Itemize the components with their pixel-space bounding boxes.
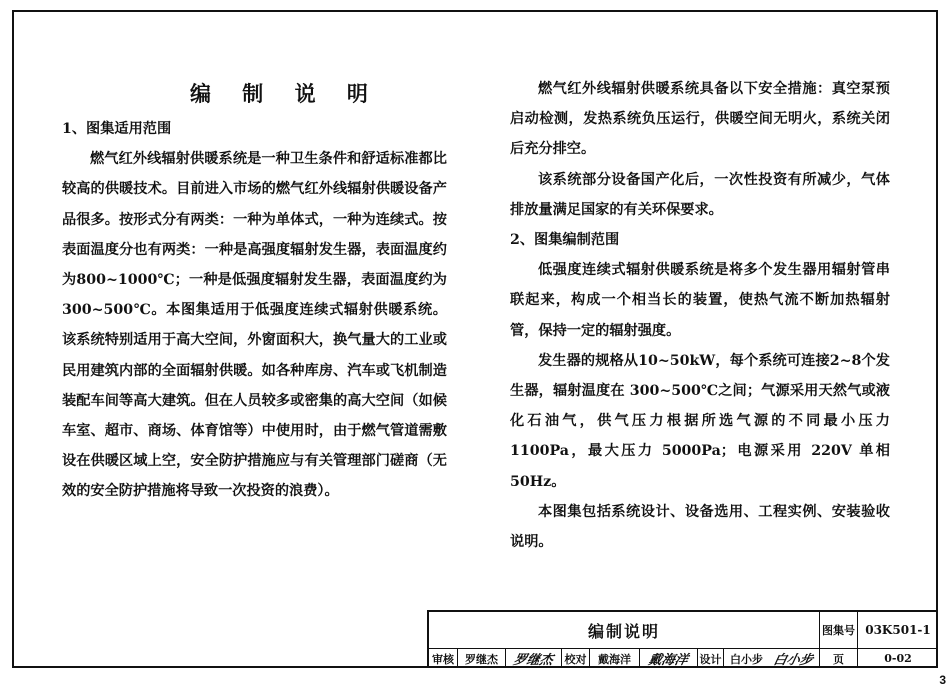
right-paragraph-2: 该系统部分设备国产化后，一次性投资有所减少，气体排放量满足国家的有关环保要求。: [510, 171, 890, 218]
left-paragraph-1: 燃气红外线辐射供暖系统是一种卫生条件和舒适标准都比较高的供暖技术。目前进入市场的燃气红外线辐射供暖设备产品很多。按形式分有两类：一种为单体式，一种为连续式。按表面温度分也有两类：一种是高强度辐射发生器，表面温度约为800~1000℃；一种是低强度辐射发生器，表面温度约为300~500℃。本图集适用于低强度连续式辐射供暖系统。该系统特别适用于高大空间，外窗面积大，换气量大的工业或民用建筑内部的全面辐射供暖。如各种库房、汽车或飞机制造装配车间等高大建筑。但在人员较多或密集的高大空间（如候车室、超市、商场、体育馆等）中使用时，由于燃气管道需敷设在供暖区域上空，安全防护措施应与有关管理部门磋商（无效的安全防护措施将导致一次投资的浪费）。: [62, 151, 447, 500]
reviewer-name: 罗继杰: [457, 649, 505, 668]
checker-name: 戴海洋: [589, 649, 639, 668]
section-heading-2: 2、图集编制范围: [510, 232, 620, 249]
right-paragraph-4: 发生器的规格从10~50kW，每个系统可连接2~8个发生器，辐射温度在 300~500℃之间；气源采用天然气或液化石油气，供气压力根据所选气源的不同最小压力 1100Pa，最大压力 5000Pa；电源采用 220V 单相 50Hz。: [510, 352, 890, 490]
right-paragraph-3: 低强度连续式辐射供暖系统是将多个发生器用辐射管串联起来，构成一个相当长的装置，使热气流不断加热辐射管，保持一定的辐射强度。: [510, 262, 890, 339]
right-paragraph-5: 本图集包括系统设计、设备选用、工程实例、安装验收说明。: [510, 503, 890, 551]
designer-signature-mark: 白小步: [772, 653, 815, 668]
section-heading-1: 1、图集适用范围: [62, 121, 172, 137]
design-label: 设计: [697, 649, 723, 668]
page-title: 编 制 说 明: [190, 81, 380, 106]
reviewer-signature: [505, 649, 561, 668]
checker-signature: [639, 649, 697, 668]
reviewer-signature-mark: 罗继杰: [511, 653, 555, 668]
right-paragraph-1: 燃气红外线辐射供暖系统具备以下安全措施：真空泵预启动检测，发热系统负压运行，供暖空间无明火，系统关闭后充分排空。: [510, 81, 890, 158]
title-block: [427, 610, 938, 668]
atlas-number-label: 图集号: [819, 612, 857, 648]
checker-signature-mark: 戴海洋: [646, 653, 690, 668]
right-column: [510, 74, 890, 557]
review-label: 审核: [432, 652, 454, 666]
page-value: 0-02: [857, 649, 938, 668]
check-label: 校对: [561, 649, 589, 668]
designer-name: 白小步: [723, 649, 769, 668]
title-block-title: 编制说明: [587, 621, 660, 641]
left-column: [62, 114, 447, 507]
atlas-number: 03K501-1: [857, 612, 938, 648]
designer-signature: [769, 649, 819, 668]
page-label: 页: [819, 649, 857, 668]
title-block-row-2: [429, 649, 938, 668]
title-block-row-1: [429, 612, 938, 649]
page-number: 3: [939, 673, 946, 687]
